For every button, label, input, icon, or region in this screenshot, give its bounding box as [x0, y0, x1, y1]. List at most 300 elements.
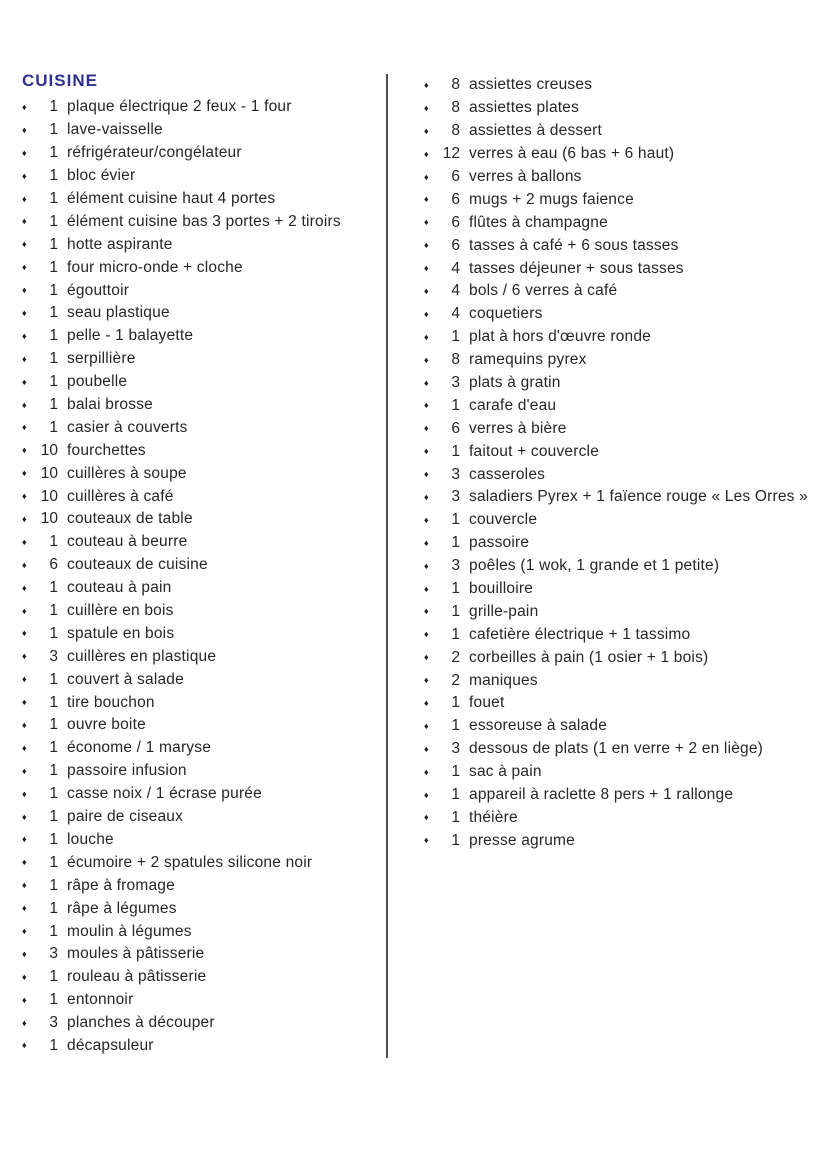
diamond-bullet-icon: ♦ [424, 125, 429, 136]
diamond-bullet-icon: ♦ [22, 1040, 27, 1051]
list-item [22, 806, 372, 829]
item-label: fourchettes [67, 441, 146, 459]
list-item [22, 188, 372, 211]
item-quantity: 1 [451, 328, 460, 346]
list-item [22, 325, 372, 348]
item-label: poubelle [67, 373, 128, 391]
item-quantity: 1 [451, 831, 460, 849]
diamond-bullet-icon: ♦ [22, 124, 27, 135]
diamond-bullet-icon: ♦ [424, 560, 429, 571]
list-item [424, 97, 824, 120]
item-quantity: 10 [40, 441, 58, 459]
item-quantity: 1 [451, 763, 460, 781]
list-item [22, 371, 372, 394]
diamond-bullet-icon: ♦ [22, 651, 27, 662]
diamond-bullet-icon: ♦ [22, 834, 27, 845]
page-title: CUISINE [22, 71, 98, 90]
list-item [424, 715, 824, 738]
item-quantity: 1 [49, 533, 58, 551]
item-quantity: 1 [49, 258, 58, 276]
item-label: serpillière [67, 350, 136, 368]
diamond-bullet-icon: ♦ [22, 353, 27, 364]
item-label: moules à pâtisserie [67, 945, 205, 963]
left-column-list [22, 96, 372, 1057]
diamond-bullet-icon: ♦ [22, 399, 27, 410]
item-quantity: 6 [451, 168, 460, 185]
item-label: couteaux de cuisine [67, 556, 208, 574]
diamond-bullet-icon: ♦ [424, 79, 429, 90]
diamond-bullet-icon: ♦ [22, 536, 27, 547]
diamond-bullet-icon: ♦ [22, 193, 27, 204]
item-quantity: 1 [451, 786, 460, 804]
list-item [22, 256, 372, 279]
list-item [22, 874, 372, 897]
diamond-bullet-icon: ♦ [424, 308, 429, 319]
diamond-bullet-icon: ♦ [424, 606, 429, 617]
diamond-bullet-icon: ♦ [22, 903, 27, 914]
item-quantity: 3 [451, 740, 460, 758]
diamond-bullet-icon: ♦ [424, 423, 429, 434]
list-item [22, 119, 372, 142]
item-quantity: 1 [49, 808, 58, 826]
diamond-bullet-icon: ♦ [424, 171, 429, 182]
list-item [22, 531, 372, 554]
item-quantity: 1 [49, 624, 58, 642]
list-item [22, 760, 372, 783]
list-item [22, 897, 372, 920]
list-item [22, 394, 372, 417]
item-label: spatule en bois [67, 624, 175, 642]
item-label: couteau à pain [67, 579, 172, 597]
list-item [22, 851, 372, 874]
item-label: tasses déjeuner + sous tasses [469, 259, 684, 277]
item-quantity: 1 [49, 144, 58, 162]
diamond-bullet-icon: ♦ [22, 697, 27, 708]
list-item [424, 166, 824, 189]
item-quantity: 1 [49, 121, 58, 139]
item-label: cuillères à café [67, 487, 174, 505]
list-item [424, 211, 824, 234]
right-column-list [424, 74, 824, 852]
diamond-bullet-icon: ♦ [424, 583, 429, 594]
list-item [22, 737, 372, 760]
diamond-bullet-icon: ♦ [22, 971, 27, 982]
list-item [22, 600, 372, 623]
item-label: cuillères à soupe [67, 464, 187, 482]
diamond-bullet-icon: ♦ [424, 491, 429, 502]
item-quantity: 1 [49, 167, 58, 185]
item-quantity: 10 [40, 487, 58, 505]
item-label: égouttoir [67, 281, 130, 299]
list-item [424, 372, 824, 395]
list-item [424, 532, 824, 555]
item-label: maniques [469, 671, 538, 689]
list-item [22, 1012, 372, 1035]
list-item [424, 440, 824, 463]
item-quantity: 1 [49, 830, 58, 848]
item-label: presse agrume [469, 831, 575, 849]
diamond-bullet-icon: ♦ [424, 354, 429, 365]
list-item [424, 280, 824, 303]
item-label: paire de ciseaux [67, 808, 184, 826]
item-quantity: 1 [49, 716, 58, 734]
diamond-bullet-icon: ♦ [424, 377, 429, 388]
item-quantity: 1 [49, 1036, 58, 1054]
diamond-bullet-icon: ♦ [22, 559, 27, 570]
diamond-bullet-icon: ♦ [424, 697, 429, 708]
diamond-bullet-icon: ♦ [424, 789, 429, 800]
item-quantity: 1 [49, 396, 58, 414]
diamond-bullet-icon: ♦ [424, 675, 429, 686]
diamond-bullet-icon: ♦ [22, 376, 27, 387]
item-label: casier à couverts [67, 418, 188, 436]
list-item [424, 738, 824, 761]
item-label: passoire infusion [67, 762, 187, 780]
list-item [22, 622, 372, 645]
list-item [424, 509, 824, 532]
item-quantity: 3 [451, 465, 460, 483]
item-label: coquetiers [469, 305, 543, 323]
item-label: bols / 6 verres à café [469, 282, 618, 300]
item-label: cafetière électrique + 1 tassimo [469, 625, 691, 643]
item-quantity: 1 [49, 98, 58, 116]
item-label: élément cuisine haut 4 portes [67, 190, 276, 207]
diamond-bullet-icon: ♦ [22, 330, 27, 341]
item-label: décapsuleur [67, 1036, 154, 1054]
item-label: essoreuse à salade [469, 717, 608, 735]
item-quantity: 1 [49, 693, 58, 711]
diamond-bullet-icon: ♦ [424, 263, 429, 274]
item-label: râpe à fromage [67, 876, 175, 894]
item-label: faitout + couvercle [469, 442, 600, 460]
item-quantity: 3 [451, 488, 460, 506]
list-item [424, 692, 824, 715]
item-label: flûtes à champagne [469, 213, 608, 231]
diamond-bullet-icon: ♦ [424, 446, 429, 457]
list-item [22, 1035, 372, 1058]
item-quantity: 2 [451, 648, 460, 666]
item-quantity: 6 [451, 190, 460, 208]
list-item [424, 143, 824, 166]
diamond-bullet-icon: ♦ [22, 1017, 27, 1028]
list-item [424, 74, 824, 97]
item-quantity: 1 [451, 396, 460, 414]
diamond-bullet-icon: ♦ [22, 948, 27, 959]
item-quantity: 8 [451, 122, 460, 140]
item-quantity: 4 [451, 259, 460, 277]
item-label: entonnoir [67, 991, 134, 1009]
item-label: corbeilles à pain (1 osier + 1 bois) [469, 648, 709, 666]
list-item [22, 577, 372, 600]
item-quantity: 3 [451, 557, 460, 575]
item-quantity: 2 [451, 671, 460, 689]
diamond-bullet-icon: ♦ [424, 469, 429, 480]
diamond-bullet-icon: ♦ [424, 835, 429, 846]
item-quantity: 6 [451, 419, 460, 437]
diamond-bullet-icon: ♦ [22, 788, 27, 799]
list-item [424, 188, 824, 211]
item-label: lave-vaisselle [67, 121, 163, 139]
diamond-bullet-icon: ♦ [22, 445, 27, 456]
list-item [22, 691, 372, 714]
diamond-bullet-icon: ♦ [424, 766, 429, 777]
item-label: seau plastique [67, 304, 170, 322]
item-label: four micro-onde + cloche [67, 258, 243, 276]
diamond-bullet-icon: ♦ [424, 194, 429, 205]
list-item [22, 829, 372, 852]
item-label: plats à gratin [469, 374, 561, 392]
list-item [22, 966, 372, 989]
diamond-bullet-icon: ♦ [22, 101, 27, 112]
item-label: casseroles [469, 465, 546, 483]
diamond-bullet-icon: ♦ [424, 652, 429, 663]
item-label: économe / 1 maryse [67, 739, 212, 757]
item-quantity: 3 [49, 647, 58, 665]
list-item [424, 829, 824, 852]
list-item [22, 142, 372, 165]
diamond-bullet-icon: ♦ [22, 605, 27, 616]
diamond-bullet-icon: ♦ [22, 674, 27, 685]
diamond-bullet-icon: ♦ [424, 537, 429, 548]
item-quantity: 8 [451, 76, 460, 94]
diamond-bullet-icon: ♦ [22, 513, 27, 524]
diamond-bullet-icon: ♦ [22, 307, 27, 318]
item-quantity: 3 [49, 1014, 58, 1032]
item-quantity: 1 [49, 876, 58, 894]
item-label: cuillère en bois [67, 602, 174, 620]
item-quantity: 1 [49, 762, 58, 780]
item-quantity: 1 [451, 625, 460, 643]
diamond-bullet-icon: ♦ [22, 857, 27, 868]
diamond-bullet-icon: ♦ [22, 719, 27, 730]
item-label: bloc évier [67, 167, 136, 185]
list-item [424, 303, 824, 326]
list-item [424, 394, 824, 417]
list-item [424, 326, 824, 349]
list-item [424, 600, 824, 623]
item-label: fouet [469, 694, 505, 712]
item-label: mugs + 2 mugs faience [469, 190, 634, 208]
item-quantity: 8 [451, 351, 460, 369]
item-quantity: 10 [40, 464, 58, 482]
item-quantity: 4 [451, 305, 460, 323]
list-item [424, 555, 824, 578]
item-quantity: 1 [451, 511, 460, 529]
item-quantity: 6 [49, 556, 58, 574]
list-item [22, 439, 372, 462]
list-item [424, 761, 824, 784]
item-quantity: 1 [451, 580, 460, 598]
item-label: dessous de plats (1 en verre + 2 en liège) [469, 740, 764, 758]
item-label: élément cuisine bas 3 portes + 2 tiroirs [67, 212, 341, 230]
list-item [22, 714, 372, 737]
item-label: plat à hors d'œuvre ronde [469, 328, 651, 346]
item-quantity: 1 [49, 373, 58, 391]
list-item [424, 257, 824, 280]
item-quantity: 1 [49, 739, 58, 757]
diamond-bullet-icon: ♦ [22, 926, 27, 936]
diamond-bullet-icon: ♦ [22, 582, 27, 593]
list-item [424, 120, 824, 143]
diamond-bullet-icon: ♦ [22, 811, 27, 822]
item-label: balai brosse [67, 396, 153, 414]
item-label: bouilloire [469, 580, 534, 598]
item-label: verres à eau (6 bas + 6 haut) [469, 145, 675, 163]
diamond-bullet-icon: ♦ [22, 216, 27, 227]
diamond-bullet-icon: ♦ [424, 629, 429, 640]
list-item [22, 485, 372, 508]
diamond-bullet-icon: ♦ [22, 628, 27, 639]
item-quantity: 1 [451, 717, 460, 735]
list-item [424, 486, 824, 509]
item-quantity: 1 [49, 418, 58, 436]
list-item [424, 578, 824, 601]
item-label: grille-pain [469, 602, 539, 620]
diamond-bullet-icon: ♦ [22, 170, 27, 181]
list-item [424, 807, 824, 830]
item-label: carafe d'eau [469, 396, 557, 414]
item-quantity: 1 [49, 968, 58, 986]
list-item [22, 920, 372, 943]
item-quantity: 1 [49, 190, 58, 207]
item-quantity: 1 [49, 670, 58, 688]
item-quantity: 6 [451, 236, 460, 254]
diamond-bullet-icon: ♦ [424, 148, 429, 159]
item-label: sac à pain [469, 763, 542, 781]
column-divider [386, 74, 388, 1058]
item-quantity: 1 [451, 534, 460, 552]
diamond-bullet-icon: ♦ [22, 765, 27, 776]
list-item [424, 623, 824, 646]
list-item [22, 462, 372, 485]
item-quantity: 12 [442, 145, 460, 163]
item-label: moulin à légumes [67, 922, 192, 940]
item-label: assiettes à dessert [469, 122, 603, 140]
list-item [22, 279, 372, 302]
list-item [424, 349, 824, 372]
item-quantity: 1 [49, 327, 58, 345]
item-quantity: 1 [49, 304, 58, 322]
diamond-bullet-icon: ♦ [22, 491, 27, 502]
diamond-bullet-icon: ♦ [22, 994, 27, 1005]
item-label: verres à bière [469, 419, 567, 437]
diamond-bullet-icon: ♦ [424, 102, 429, 113]
list-item [22, 943, 372, 966]
item-quantity: 1 [49, 281, 58, 299]
item-quantity: 1 [49, 235, 58, 253]
item-label: louche [67, 830, 114, 848]
diamond-bullet-icon: ♦ [22, 147, 27, 158]
item-label: tire bouchon [67, 693, 155, 711]
item-label: couteaux de table [67, 510, 193, 528]
diamond-bullet-icon: ♦ [22, 262, 27, 273]
item-label: assiettes creuses [469, 76, 593, 94]
list-item [424, 784, 824, 807]
item-quantity: 1 [49, 922, 58, 940]
list-item [22, 554, 372, 577]
item-quantity: 1 [451, 602, 460, 620]
item-label: théière [469, 808, 518, 826]
item-quantity: 1 [49, 991, 58, 1009]
list-item [22, 233, 372, 256]
diamond-bullet-icon: ♦ [424, 217, 429, 228]
diamond-bullet-icon: ♦ [424, 514, 429, 525]
item-label: couvert à salade [67, 670, 184, 688]
item-label: ramequins pyrex [469, 351, 587, 369]
item-label: couteau à beurre [67, 533, 188, 551]
item-label: hotte aspirante [67, 235, 173, 253]
item-label: râpe à légumes [67, 899, 177, 917]
diamond-bullet-icon: ♦ [424, 812, 429, 823]
item-quantity: 4 [451, 282, 460, 300]
diamond-bullet-icon: ♦ [22, 422, 27, 433]
diamond-bullet-icon: ♦ [424, 400, 429, 411]
item-quantity: 1 [49, 853, 58, 871]
diamond-bullet-icon: ♦ [424, 331, 429, 342]
item-quantity: 1 [451, 694, 460, 712]
item-label: planches à découper [67, 1014, 215, 1032]
item-quantity: 1 [451, 808, 460, 826]
diamond-bullet-icon: ♦ [424, 720, 429, 731]
diamond-bullet-icon: ♦ [22, 285, 27, 296]
list-item [424, 646, 824, 669]
item-quantity: 8 [451, 99, 460, 117]
list-item [22, 210, 372, 233]
list-item [22, 508, 372, 531]
item-quantity: 10 [40, 510, 58, 528]
item-quantity: 1 [49, 350, 58, 368]
item-quantity: 3 [49, 945, 58, 963]
diamond-bullet-icon: ♦ [424, 285, 429, 296]
item-label: ouvre boite [67, 716, 146, 734]
list-item [424, 669, 824, 692]
item-label: plaque électrique 2 feux - 1 four [67, 98, 292, 116]
diamond-bullet-icon: ♦ [424, 240, 429, 251]
item-label: verres à ballons [469, 168, 582, 185]
item-quantity: 1 [49, 212, 58, 230]
list-item [22, 96, 372, 119]
list-item [22, 645, 372, 668]
diamond-bullet-icon: ♦ [22, 468, 27, 479]
item-quantity: 1 [49, 899, 58, 917]
item-label: réfrigérateur/congélateur [67, 144, 242, 162]
item-label: casse noix / 1 écrase purée [67, 785, 262, 803]
item-label: rouleau à pâtisserie [67, 968, 207, 986]
list-item [22, 668, 372, 691]
item-label: appareil à raclette 8 pers + 1 rallonge [469, 786, 734, 804]
item-quantity: 1 [49, 579, 58, 597]
item-label: tasses à café + 6 sous tasses [469, 236, 679, 254]
item-label: saladiers Pyrex + 1 faïence rouge « Les Orres » [469, 488, 808, 506]
list-item [22, 989, 372, 1012]
item-quantity: 6 [451, 213, 460, 231]
item-quantity: 1 [451, 442, 460, 460]
list-item [424, 417, 824, 440]
list-item [424, 463, 824, 486]
item-quantity: 1 [49, 785, 58, 803]
list-item [424, 234, 824, 257]
item-label: poêles (1 wok, 1 grande et 1 petite) [469, 557, 720, 575]
item-label: passoire [469, 534, 530, 552]
item-label: pelle - 1 balayette [67, 327, 194, 345]
list-item [22, 165, 372, 188]
list-item [22, 302, 372, 325]
item-label: écumoire + 2 spatules silicone noir [67, 853, 313, 871]
item-quantity: 3 [451, 374, 460, 392]
item-label: cuillères en plastique [67, 647, 217, 665]
diamond-bullet-icon: ♦ [22, 880, 27, 891]
list-item [22, 416, 372, 439]
